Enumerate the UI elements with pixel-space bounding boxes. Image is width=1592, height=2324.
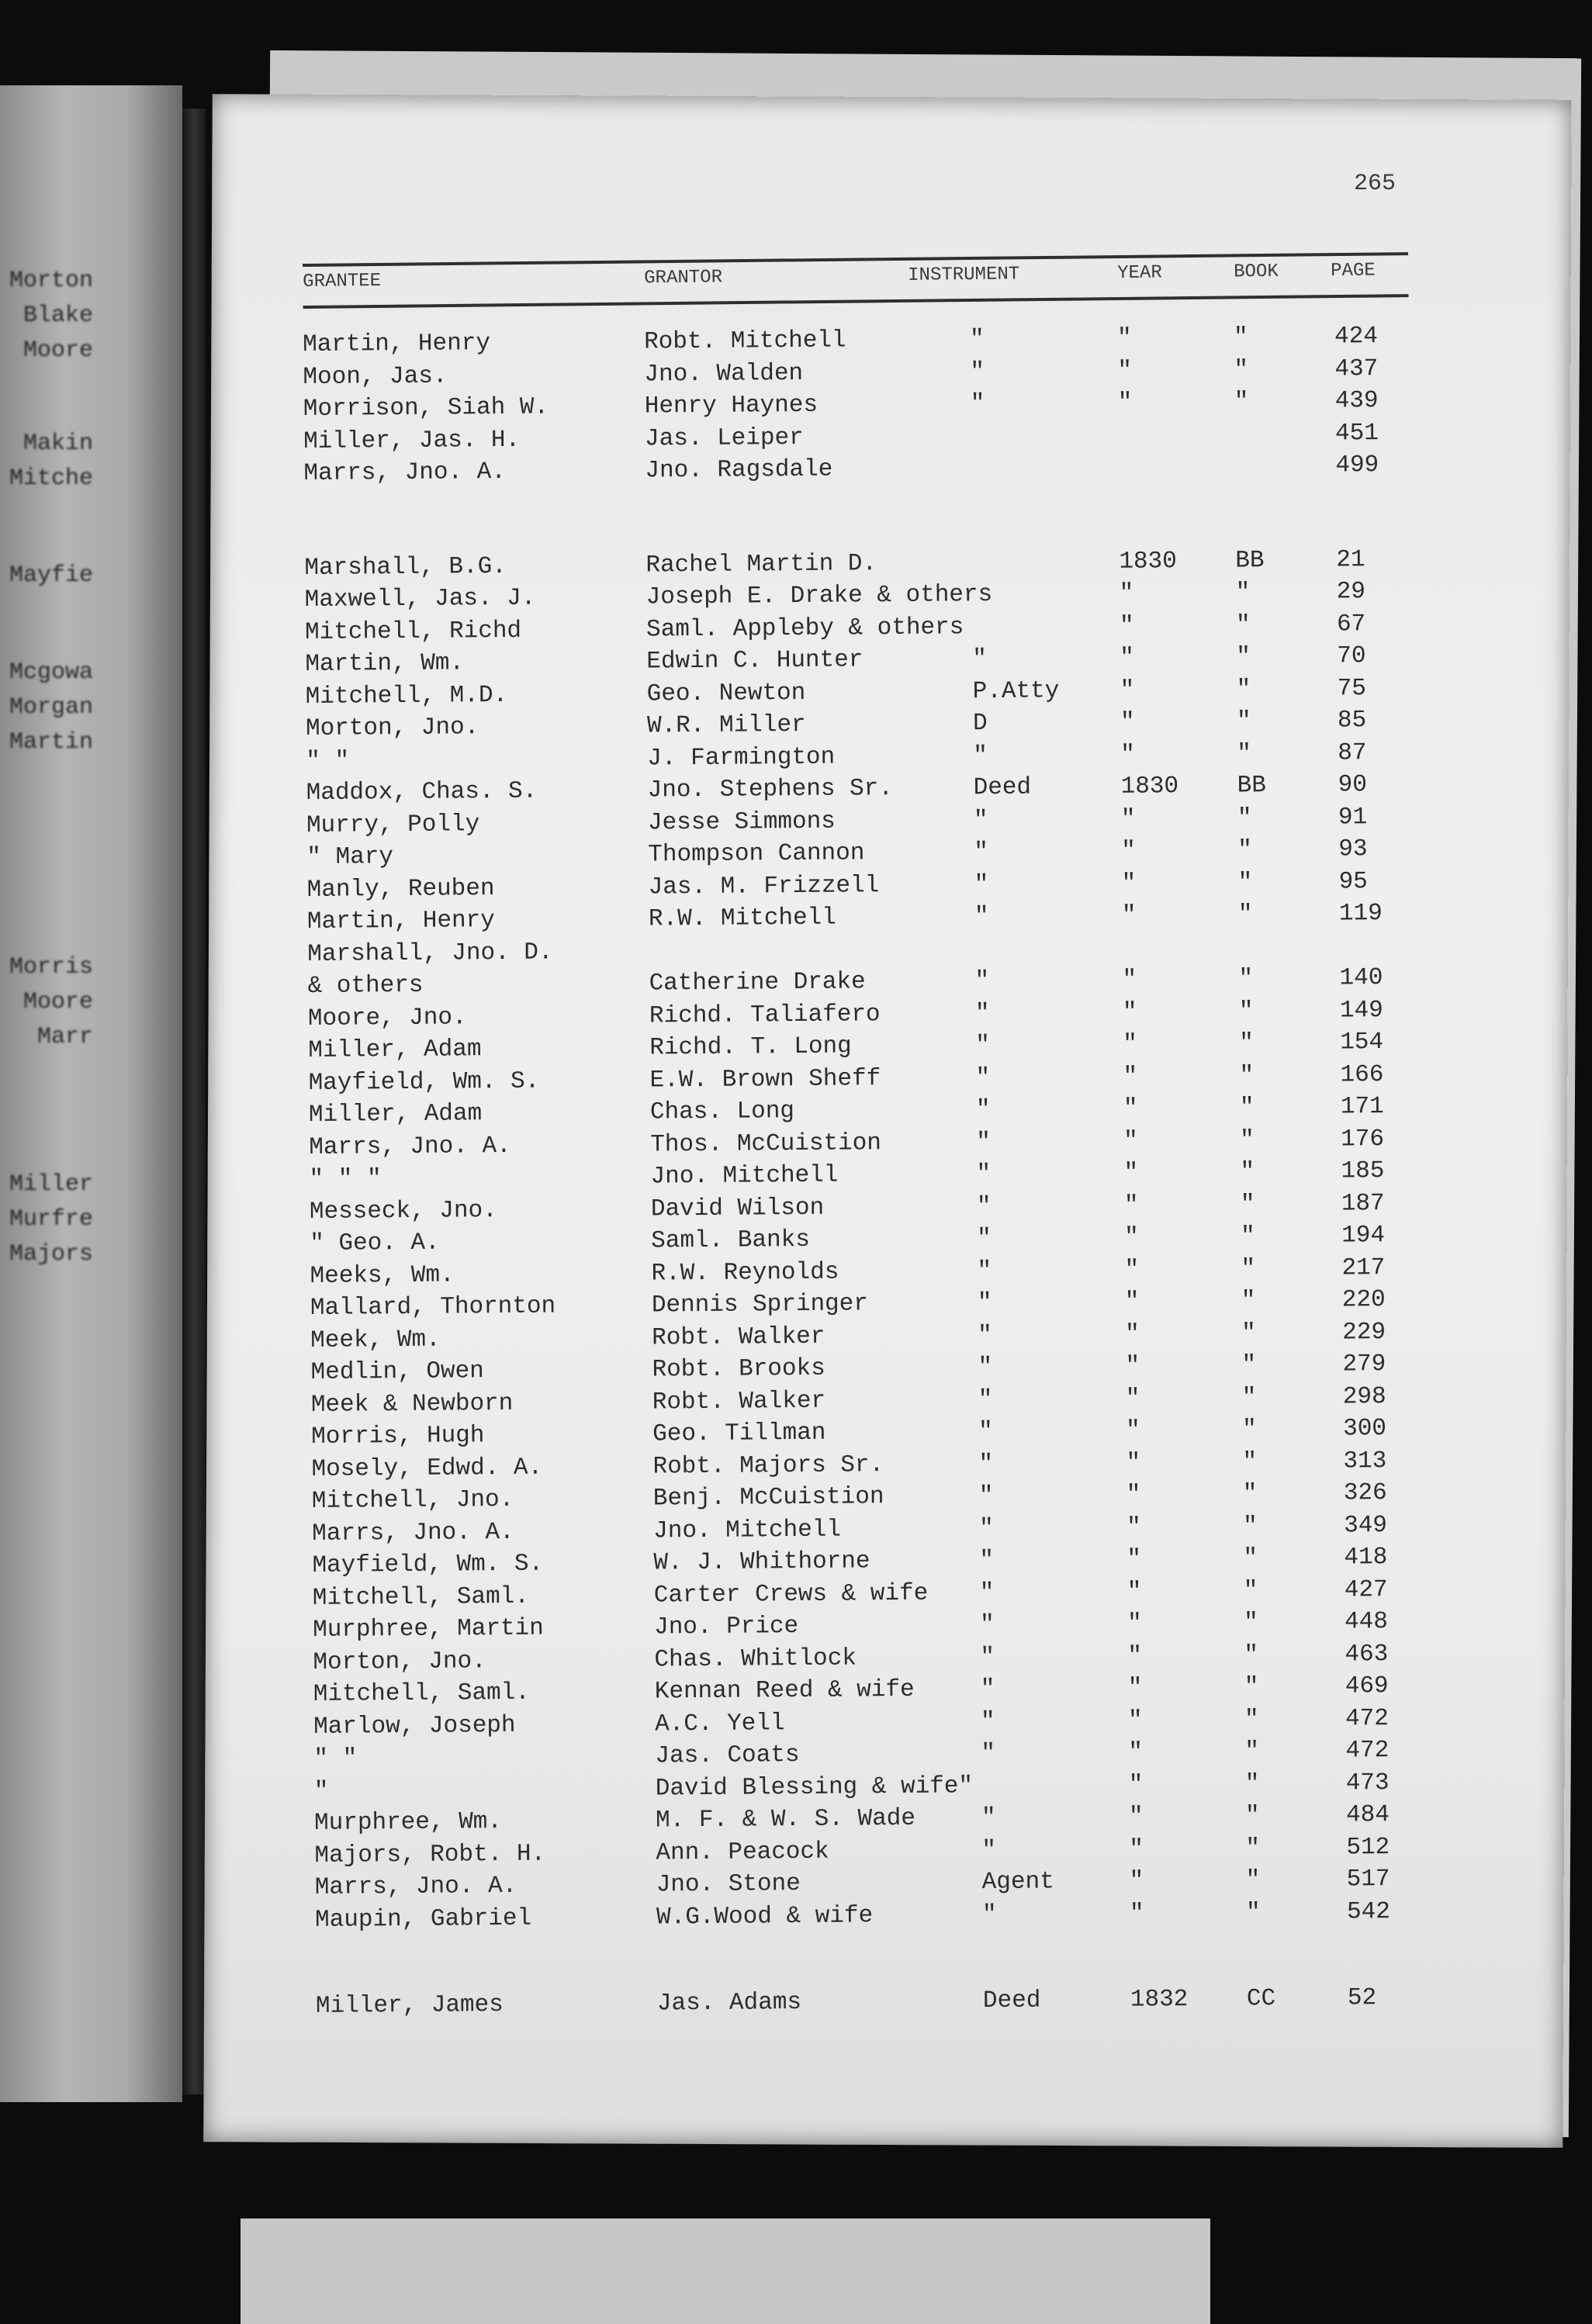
- year-cell: ": [1116, 324, 1132, 352]
- page-cell: 484: [1345, 1801, 1390, 1829]
- year-cell: ": [1120, 805, 1136, 833]
- grantee-cell: Mitchell, M.D.: [305, 681, 508, 711]
- grantor-cell: W.G.Wood & wife: [656, 1901, 874, 1931]
- year-cell: ": [1126, 1481, 1141, 1509]
- grantee-cell: Messeck, Jno.: [309, 1196, 497, 1226]
- instrument-cell: ": [977, 1257, 992, 1285]
- page-cell: 87: [1338, 738, 1367, 767]
- page-cell: 499: [1335, 451, 1379, 479]
- grantee-cell: Mayfield, Wm. S.: [312, 1550, 544, 1579]
- year-cell: ": [1126, 1449, 1141, 1477]
- instrument-cell: ": [981, 1740, 996, 1768]
- grantor-cell: Jno. Mitchell: [653, 1516, 842, 1544]
- instrument-cell: ": [980, 1707, 995, 1735]
- grantee-cell: Morton, Jno.: [313, 1647, 486, 1676]
- grantee-cell: Mallard, Thornton: [310, 1292, 556, 1322]
- grantor-cell: Thompson Cannon: [648, 839, 865, 869]
- instrument-cell: ": [978, 1354, 993, 1382]
- grantor-cell: Thos. McCuistion: [650, 1129, 882, 1159]
- instrument-cell: ": [975, 1032, 991, 1060]
- grantee-cell: Majors, Robt. H.: [314, 1840, 546, 1869]
- grantor-cell: Edwin C. Hunter: [646, 646, 863, 676]
- grantee-cell: Murphree, Martin: [313, 1614, 544, 1644]
- grantor-cell: Jas. Adams: [656, 1989, 802, 2018]
- book-cell: BB: [1237, 772, 1267, 800]
- book-cell: ": [1241, 1254, 1256, 1283]
- page-cell: 90: [1338, 771, 1368, 799]
- grantee-cell: Meek, Wm.: [310, 1326, 441, 1354]
- instrument-cell: P.Atty: [972, 676, 1060, 705]
- page-cell: 451: [1334, 419, 1379, 448]
- page-cell: 70: [1337, 642, 1366, 670]
- page-cell: 154: [1340, 1029, 1384, 1057]
- year-cell: ": [1125, 1352, 1140, 1380]
- book-cell: ": [1240, 1158, 1255, 1186]
- grantee-cell: Miller, James: [315, 1991, 504, 2020]
- page-cell: 473: [1345, 1769, 1390, 1797]
- book-cell: ": [1244, 1705, 1259, 1734]
- year-cell: ": [1124, 1223, 1139, 1251]
- year-cell: ": [1129, 1867, 1144, 1895]
- year-cell: ": [1123, 1095, 1138, 1122]
- book-cell: ": [1242, 1416, 1257, 1444]
- book-cell: ": [1240, 1126, 1255, 1154]
- instrument-cell: ": [978, 1385, 993, 1413]
- instrument-cell: Deed: [973, 773, 1032, 802]
- year-cell: ": [1124, 1288, 1140, 1316]
- page-cell: 171: [1340, 1093, 1384, 1121]
- book-cell: ": [1244, 1802, 1260, 1830]
- year-cell: ": [1122, 998, 1137, 1026]
- instrument-cell: Agent: [981, 1868, 1054, 1897]
- year-cell: ": [1128, 1803, 1144, 1831]
- page-cell: 93: [1338, 835, 1368, 863]
- grantee-cell: Mitchell, Saml.: [313, 1679, 530, 1708]
- page-number: 265: [1354, 171, 1396, 197]
- grantee-cell: Miller, Jas. H.: [303, 426, 521, 455]
- grantor-cell: R.W. Mitchell: [648, 904, 836, 933]
- year-cell: ": [1127, 1707, 1143, 1734]
- year-cell: ": [1127, 1578, 1142, 1606]
- book-cell: ": [1243, 1609, 1258, 1637]
- book-cell: ": [1241, 1223, 1255, 1250]
- grantor-cell: Dennis Springer: [651, 1290, 869, 1319]
- page-cell: 149: [1339, 996, 1383, 1025]
- grantee-cell: Marrs, Jno. A.: [309, 1132, 511, 1161]
- header-grantee: GRANTEE: [303, 270, 382, 292]
- grantee-cell: Moore, Jno.: [307, 1003, 467, 1032]
- grantor-cell: David Blessing & wife": [655, 1772, 974, 1802]
- book-cell: ": [1238, 965, 1254, 993]
- year-cell: ": [1127, 1610, 1142, 1638]
- book-cell: ": [1234, 388, 1249, 416]
- instrument-cell: ": [978, 1450, 994, 1478]
- book-cell: ": [1243, 1512, 1258, 1541]
- instrument-cell: ": [973, 806, 988, 834]
- page-cell: 300: [1343, 1415, 1387, 1443]
- grantor-cell: Joseph E. Drake & others: [645, 581, 993, 611]
- book-cell: ": [1241, 1383, 1257, 1412]
- book-cell: ": [1240, 1190, 1255, 1219]
- grantee-cell: Murphree, Wm.: [313, 1808, 503, 1837]
- page-cell: 437: [1334, 354, 1379, 383]
- book-cell: ": [1235, 579, 1251, 607]
- instrument-cell: ": [977, 1225, 992, 1253]
- grantee-cell: Martin, Henry: [306, 907, 495, 935]
- year-cell: ": [1126, 1416, 1140, 1444]
- year-cell: ": [1123, 1159, 1139, 1187]
- instrument-cell: ": [978, 1418, 993, 1446]
- instrument-cell: ": [976, 1160, 992, 1188]
- grantee-cell: Morton, Jno.: [305, 714, 479, 742]
- grantee-cell: Marrs, Jno. A.: [303, 458, 507, 487]
- grantee-cell: Marrs, Jno. A.: [314, 1872, 517, 1901]
- instrument-cell: ": [981, 1900, 997, 1928]
- book-cell: ": [1238, 997, 1254, 1025]
- year-cell: ": [1128, 1738, 1144, 1766]
- book-cell: CC: [1246, 1985, 1276, 2013]
- instrument-cell: ": [975, 1063, 991, 1091]
- grantor-cell: M. F. & W. S. Wade: [655, 1804, 916, 1835]
- instrument-cell: ": [979, 1514, 994, 1542]
- grantee-cell: " ": [306, 747, 350, 775]
- page-cell: 298: [1342, 1382, 1386, 1411]
- header-book: BOOK: [1234, 261, 1279, 283]
- instrument-cell: ": [976, 1128, 991, 1156]
- year-cell: ": [1121, 837, 1137, 865]
- instrument-cell: ": [981, 1804, 996, 1832]
- grantee-cell: Maupin, Gabriel: [314, 1904, 532, 1934]
- grantor-cell: Saml. Banks: [651, 1226, 811, 1255]
- instrument-cell: ": [970, 390, 985, 418]
- book-cell: ": [1237, 868, 1253, 897]
- year-cell: ": [1123, 1030, 1138, 1058]
- grantee-cell: Mayfield, Wm. S.: [308, 1067, 540, 1097]
- page-cell: 85: [1337, 707, 1367, 735]
- year-cell: ": [1122, 966, 1137, 994]
- book-cell: ": [1244, 1641, 1259, 1669]
- grantor-cell: W.R. Miller: [646, 711, 806, 740]
- grantee-cell: Martin, Wm.: [305, 649, 465, 678]
- grantor-cell: E.W. Brown Sheff: [649, 1064, 881, 1095]
- year-cell: ": [1120, 676, 1135, 704]
- grantee-cell: Mitchell, Richd: [304, 617, 522, 646]
- book-cell: ": [1242, 1480, 1258, 1508]
- page-cell: 463: [1345, 1640, 1389, 1669]
- grantor-cell: Ann. Peacock: [656, 1838, 829, 1866]
- grantor-cell: Jno. Ragsdale: [645, 455, 833, 485]
- grantee-cell: Maxwell, Jas. J.: [304, 584, 536, 614]
- grantor-cell: W. J. Whithorne: [653, 1548, 870, 1577]
- grantee-cell: Miller, Adam: [308, 1100, 483, 1129]
- book-cell: ": [1241, 1287, 1256, 1315]
- book-cell: ": [1234, 355, 1249, 384]
- year-cell: 1832: [1130, 1986, 1189, 2014]
- grantee-cell: Moon, Jas.: [303, 362, 448, 391]
- year-cell: ": [1119, 579, 1134, 607]
- book-cell: ": [1237, 804, 1252, 832]
- header-grantor: GRANTOR: [644, 267, 723, 289]
- page-cell: 349: [1344, 1511, 1388, 1540]
- instrument-cell: ": [980, 1676, 995, 1703]
- grantee-cell: & others: [307, 971, 424, 1000]
- page-cell: 75: [1337, 674, 1367, 703]
- grantor-cell: A.C. Yell: [654, 1709, 785, 1738]
- header-year: YEAR: [1117, 262, 1162, 285]
- instrument-cell: ": [970, 358, 985, 386]
- page-cell: 439: [1334, 387, 1379, 415]
- year-cell: ": [1128, 1771, 1144, 1799]
- page-cell: 512: [1346, 1833, 1390, 1861]
- page-cell: 418: [1344, 1544, 1388, 1572]
- page-cell: 67: [1336, 610, 1366, 638]
- page-cell: 176: [1341, 1125, 1385, 1153]
- grantor-cell: Richd. T. Long: [649, 1032, 852, 1062]
- grantor-cell: Jno. Mitchell: [650, 1161, 839, 1191]
- instrument-cell: ": [975, 1096, 991, 1124]
- grantee-cell: Morris, Hugh: [311, 1422, 485, 1451]
- grantor-cell: Jno. Walden: [644, 359, 804, 389]
- grantor-cell: Chas. Long: [649, 1098, 795, 1126]
- grantee-cell: Martin, Henry: [303, 330, 491, 358]
- header-instrument: INSTRUMENT: [908, 264, 1020, 286]
- book-cell: ": [1244, 1769, 1260, 1798]
- book-cell: ": [1239, 1029, 1255, 1057]
- page-cell: 95: [1338, 867, 1368, 896]
- page-cell: 91: [1338, 803, 1368, 832]
- page-cell: 194: [1341, 1222, 1386, 1250]
- grantor-cell: Chas. Whitlock: [654, 1644, 857, 1673]
- header-page: PAGE: [1331, 260, 1376, 282]
- grantee-cell: " ": [313, 1745, 358, 1772]
- grantee-cell: Mosely, Edwd. A.: [311, 1454, 543, 1483]
- grantor-cell: Rachel Martin D.: [645, 549, 877, 579]
- book-cell: ": [1243, 1576, 1258, 1605]
- book-spine: [182, 109, 206, 2094]
- book-cell: BB: [1235, 546, 1265, 575]
- book-cell: ": [1244, 1738, 1260, 1765]
- grantor-cell: Robt. Walker: [652, 1323, 825, 1352]
- grantee-cell: Medlin, Owen: [310, 1357, 484, 1386]
- grantor-cell: Catherine Drake: [649, 968, 866, 998]
- book-cell: ": [1239, 1061, 1255, 1090]
- page-cell: 220: [1341, 1286, 1386, 1314]
- page-cell: 29: [1336, 578, 1366, 606]
- page-cell: 469: [1345, 1672, 1389, 1700]
- grantor-cell: Geo. Newton: [646, 679, 806, 708]
- grantor-cell: Robt. Mitchell: [644, 327, 846, 356]
- grantor-cell: Jesse Simmons: [647, 808, 836, 837]
- instrument-cell: ": [976, 1192, 992, 1220]
- grantee-cell: " Mary: [306, 843, 394, 871]
- grantee-cell: " " ": [309, 1165, 382, 1193]
- year-cell: ": [1127, 1513, 1141, 1541]
- grantee-cell: Miller, Adam: [308, 1036, 482, 1064]
- book-cell: ": [1235, 610, 1251, 639]
- page-cell: 187: [1341, 1189, 1385, 1218]
- book-cell: ": [1241, 1319, 1256, 1347]
- year-cell: ": [1120, 708, 1135, 736]
- year-cell: ": [1121, 901, 1137, 929]
- grantee-cell: Marlow, Joseph: [313, 1711, 516, 1741]
- adjacent-page-strip: Morton Blake Moore Makin Mitche Mayfie Mcgowa Morgan Martin Morris Moore Marr Miller Murfre Majors: [0, 85, 182, 2102]
- instrument-cell: ": [978, 1482, 994, 1510]
- page-cell: 185: [1341, 1157, 1385, 1185]
- year-cell: 1830: [1120, 773, 1179, 801]
- book-cell: ": [1245, 1898, 1261, 1927]
- page-cell: 448: [1344, 1608, 1389, 1636]
- page-cell: 229: [1342, 1318, 1386, 1347]
- grantor-cell: Jno. Price: [654, 1613, 799, 1641]
- year-cell: ": [1117, 389, 1133, 417]
- year-cell: ": [1123, 1063, 1138, 1091]
- instrument-cell: ": [974, 839, 989, 866]
- year-cell: ": [1120, 741, 1136, 769]
- grantee-cell: Marshall, B.G.: [304, 552, 507, 582]
- instrument-cell: ": [974, 903, 989, 931]
- book-cell: ": [1237, 901, 1253, 929]
- page-cell: 217: [1341, 1254, 1386, 1282]
- book-cell: ": [1236, 675, 1251, 704]
- grantor-cell: Robt. Walker: [652, 1387, 826, 1416]
- grantor-cell: Benj. McCuistion: [652, 1483, 884, 1513]
- book-cell: ": [1237, 836, 1253, 864]
- page-cell: 140: [1339, 964, 1383, 992]
- instrument-cell: D: [972, 710, 988, 738]
- page-cell: 472: [1345, 1704, 1390, 1732]
- grantee-cell: Marrs, Jno. A.: [312, 1518, 514, 1548]
- grantee-cell: Maddox, Chas. S.: [306, 777, 538, 807]
- page-cell: 427: [1344, 1575, 1388, 1604]
- instrument-cell: ": [972, 645, 988, 673]
- page-cell: 313: [1343, 1447, 1387, 1475]
- grantor-cell: J. Farmington: [647, 743, 836, 773]
- book-cell: ": [1242, 1447, 1258, 1476]
- grantor-cell: Geo. Tillman: [652, 1419, 826, 1448]
- book-cell: ": [1243, 1544, 1258, 1572]
- grantor-cell: Richd. Taliafero: [649, 1000, 881, 1030]
- year-cell: ": [1125, 1385, 1140, 1413]
- year-cell: ": [1121, 870, 1137, 897]
- year-cell: ": [1129, 1900, 1144, 1928]
- year-cell: ": [1123, 1191, 1139, 1219]
- year-cell: ": [1127, 1674, 1143, 1702]
- grantor-cell: Jas. Leiper: [644, 424, 804, 453]
- grantor-cell: David Wilson: [650, 1194, 825, 1223]
- instrument-cell: ": [980, 1643, 995, 1671]
- page-cell: 119: [1338, 900, 1383, 928]
- page-cell: 472: [1345, 1737, 1390, 1765]
- instrument-cell: ": [979, 1547, 995, 1575]
- year-cell: ": [1123, 1127, 1138, 1155]
- grantee-cell: Mitchell, Saml.: [312, 1582, 530, 1612]
- grantee-cell: ": [313, 1777, 329, 1805]
- grantor-cell: Jno. Stone: [656, 1870, 801, 1899]
- entries-list: [303, 321, 1433, 2024]
- book-cell: ": [1236, 707, 1251, 735]
- page-cell: 279: [1342, 1350, 1386, 1378]
- grantor-cell: Jas. M. Frizzell: [648, 871, 880, 901]
- grantor-cell: Saml. Appleby & others: [645, 613, 964, 644]
- grantee-cell: Manly, Reuben: [306, 874, 495, 904]
- book-cell: ": [1239, 1094, 1255, 1122]
- grantee-cell: Morrison, Siah W.: [303, 393, 549, 423]
- year-cell: ": [1129, 1835, 1144, 1863]
- page-cell: 166: [1340, 1060, 1384, 1089]
- grantor-cell: Kennan Reed & wife: [654, 1676, 915, 1706]
- year-cell: ": [1124, 1256, 1140, 1284]
- book-cell: ": [1236, 643, 1251, 671]
- grantor-cell: Robt. Brooks: [652, 1354, 825, 1384]
- instrument-cell: ": [974, 999, 990, 1027]
- instrument-cell: ": [977, 1289, 992, 1317]
- page-cell: 424: [1334, 323, 1379, 351]
- grantee-cell: Marshall, Jno. D.: [307, 938, 553, 968]
- grantor-cell: Jno. Stephens Sr.: [647, 775, 894, 804]
- year-cell: ": [1125, 1320, 1140, 1348]
- instrument-cell: ": [969, 326, 985, 354]
- year-cell: ": [1120, 644, 1135, 672]
- grantee-cell: Meek & Newborn: [310, 1389, 514, 1419]
- grantor-cell: Jas. Coats: [655, 1741, 800, 1770]
- grantee-cell: " Geo. A.: [310, 1229, 440, 1257]
- page-cell: 52: [1347, 1984, 1377, 2012]
- bottom-paper-strip: [241, 2219, 1210, 2324]
- instrument-cell: ": [979, 1579, 995, 1606]
- year-cell: ": [1119, 612, 1134, 640]
- grantor-cell: Robt. Majors Sr.: [652, 1451, 884, 1480]
- book-cell: ": [1245, 1834, 1261, 1862]
- instrument-cell: ": [980, 1611, 995, 1639]
- page-cell: 517: [1346, 1866, 1390, 1893]
- grantee-cell: Murry, Polly: [306, 810, 480, 839]
- instrument-cell: ": [978, 1321, 992, 1349]
- book-cell: ": [1233, 323, 1248, 351]
- instrument-cell: ": [973, 742, 988, 769]
- year-cell: ": [1127, 1642, 1143, 1670]
- grantee-cell: Mitchell, Jno.: [311, 1485, 514, 1515]
- year-cell: ": [1127, 1545, 1142, 1573]
- book-cell: ": [1244, 1673, 1259, 1701]
- year-cell: 1830: [1119, 547, 1177, 576]
- page-cell: 21: [1336, 545, 1365, 574]
- grantee-cell: Meeks, Wm.: [310, 1261, 455, 1290]
- grantor-cell: Henry Haynes: [644, 391, 818, 420]
- book-cell: ": [1245, 1866, 1261, 1894]
- page-cell: 326: [1343, 1479, 1387, 1507]
- instrument-cell: ": [974, 967, 990, 995]
- instrument-cell: Deed: [982, 1987, 1041, 2015]
- year-cell: ": [1117, 357, 1133, 385]
- grantor-cell: Carter Crews & wife: [653, 1579, 929, 1609]
- book-cell: ": [1241, 1351, 1257, 1379]
- page-cell: 542: [1346, 1897, 1391, 1925]
- instrument-cell: ": [981, 1836, 997, 1864]
- instrument-cell: ": [974, 870, 989, 898]
- grantor-cell: R.W. Reynolds: [651, 1258, 839, 1288]
- book-cell: ": [1237, 739, 1252, 768]
